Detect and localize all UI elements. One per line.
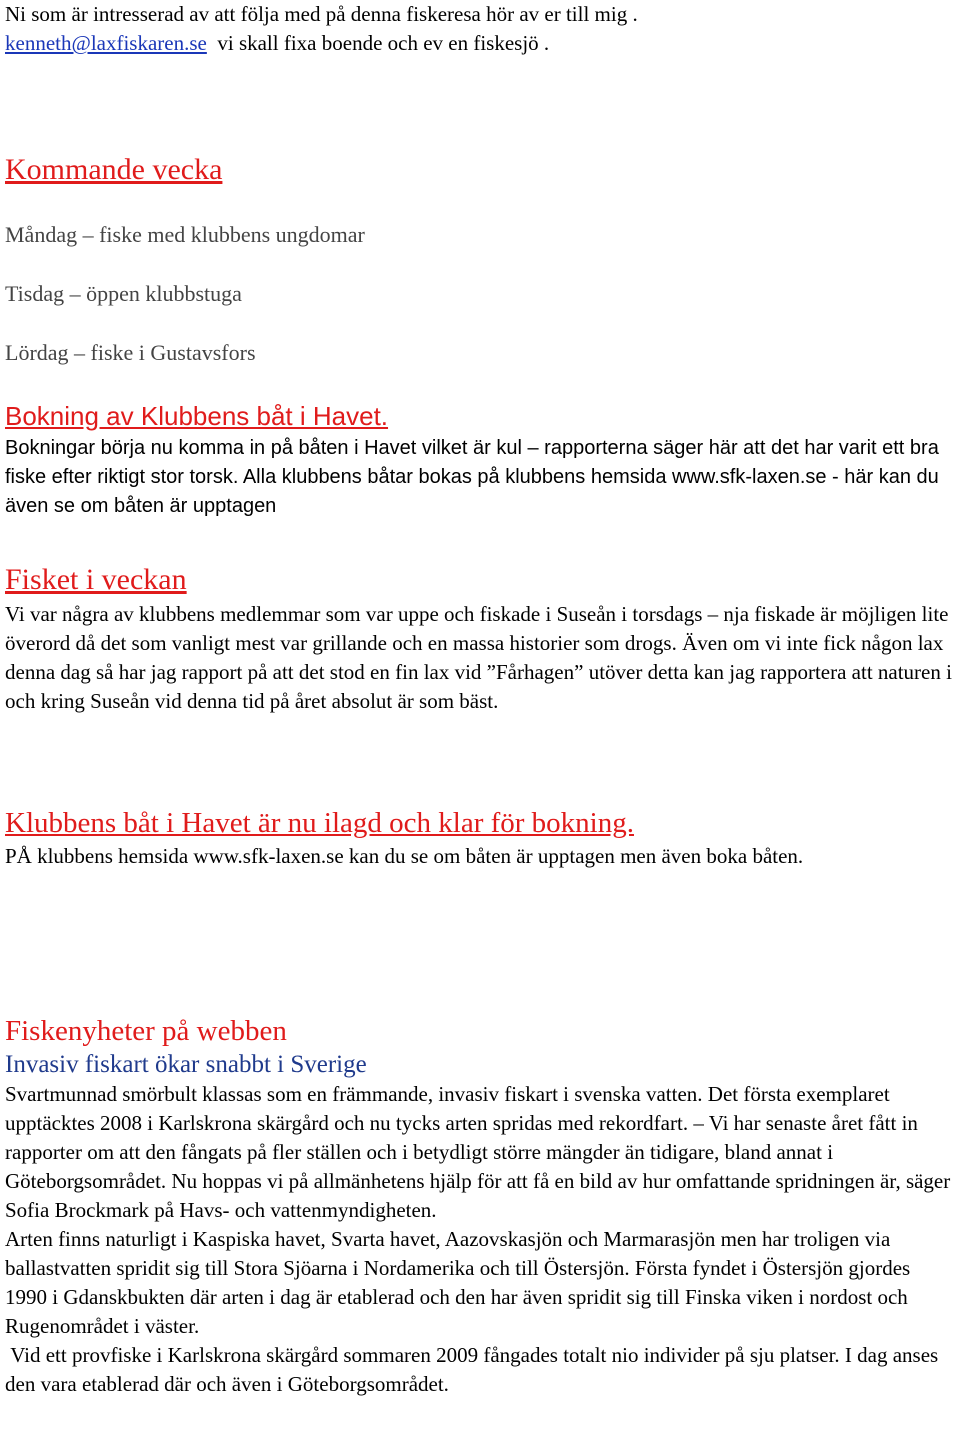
news-heading: Fiskenyheter på webben	[5, 1015, 287, 1047]
fisket-body: Vi var några av klubbens medlemmar som var uppe och fiskade i Suseån i torsdags – nja fiskade är möjligen lite överord då det som vanligt mest var grillande och en massa historier som drogs. Även om vi inte fick någon lax denna dag så har jag rapport på att det stod en fin lax vid ”Fårhagen” utöver detta kan jag rapportera att naturen i och kring Suseån vid denna tid på året absolut är som bäst.	[5, 602, 952, 713]
kommande-section	[5, 152, 957, 188]
fisket-heading: Fisket i veckan	[5, 563, 187, 596]
bokning-section	[5, 400, 957, 521]
klubbbat-heading: Klubbens båt i Havet är nu ilagd och klar för bokning.	[5, 807, 634, 839]
kommande-heading: Kommande vecka	[5, 153, 223, 186]
news-paragraph: Arten finns naturligt i Kaspiska havet, Svarta havet, Aazovskasjön och Marmarasjön men har troligen via ballastvatten spridit sig till Stora Sjöarna i Nordamerika och till Östersjön. Första fyndet i Östersjön gjordes 1990 i Gdanskbukten där arten i dag är etablerad och den har även spridit sig till Finska viken i nordost och Rugenområdet i väster.	[5, 1227, 911, 1338]
kommande-item: Lördag – fiske i Gustavsfors	[5, 340, 256, 365]
klubbbat-section	[5, 806, 957, 871]
news-paragraph: Vid ett provfiske i Karlskrona skärgård sommaren 2009 fångades totalt nio individer på sju platser. I dag anses den vara etablerad där och även i Göteborgsområdet.	[5, 1343, 944, 1396]
intro-text	[5, 0, 957, 58]
kommande-item: Tisdag – öppen klubbstuga	[5, 281, 242, 306]
email-link[interactable]: kenneth@laxfiskaren.se	[5, 31, 207, 55]
klubbbat-body: PÅ klubbens hemsida www.sfk-laxen.se kan du se om båten är upptagen men även boka båten.	[5, 844, 804, 868]
news-subheading: Invasiv fiskart ökar snabbt i Sverige	[5, 1051, 367, 1078]
news-paragraph: Svartmunnad smörbult klassas som en främmande, invasiv fiskart i svenska vatten. Det första exemplaret upptäcktes 2008 i Karlskrona skärgård och nu tycks arten spridas med rekordfart. – Vi har senaste året fått in rapporter om att den fångats på fler ställen och i betydligt större mängder än tidigare, bland annat i Göteborgsområdet. Nu hoppas vi på allmänhetens hjälp för att få en bild av hur omfattande spridningen är, säger Sofia Brockmark på Havs- och vattenmyndigheten.	[5, 1082, 951, 1222]
bokning-heading: Bokning av Klubbens båt i Havet.	[5, 401, 389, 431]
fisket-section	[5, 562, 957, 716]
news-section	[5, 1014, 957, 1399]
kommande-item: Måndag – fiske med klubbens ungdomar	[5, 222, 365, 247]
kommande-item-3	[5, 338, 957, 367]
intro-line1: Ni som är intresserad av att följa med på denna fiskeresa hör av er till mig .	[5, 2, 638, 26]
intro-section	[5, 0, 957, 58]
bokning-body: Bokningar börja nu komma in på båten i Havet vilket är kul – rapporterna säger här att det har varit ett bra fiske efter riktigt stor torsk. Alla klubbens båtar bokas på klubbens hemsida www.sfk-laxen.se - här kan du även se om båten är upptagen	[5, 437, 939, 517]
kommande-item-1	[5, 220, 957, 249]
intro-line2: vi skall fixa boende och ev en fiskesjö .	[206, 31, 550, 55]
kommande-item-2	[5, 279, 957, 308]
